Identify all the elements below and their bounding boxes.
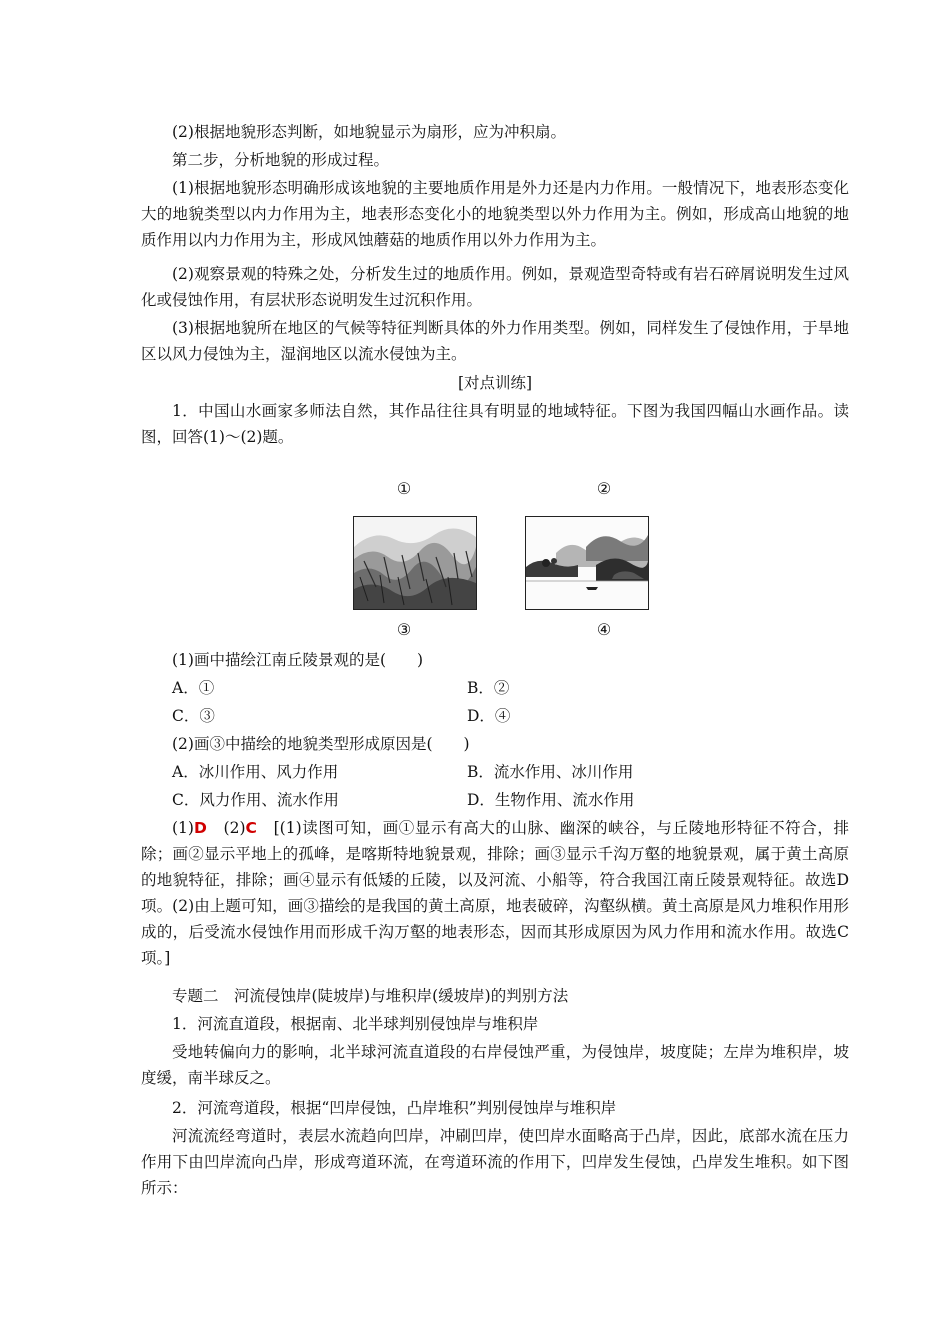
topic-2-heading-1: 1．河流直道段，根据南、北半球判别侵蚀岸与堆积岸 xyxy=(172,1015,539,1033)
topic-2-title: 专题二 河流侵蚀岸(陡坡岸)与堆积岸(缓坡岸)的判别方法 xyxy=(172,987,569,1005)
sub1-option-d[interactable]: D．④ xyxy=(467,707,511,725)
sub2-option-b[interactable]: B．流水作用、冰川作用 xyxy=(467,763,634,781)
answer-2-prefix: (2) xyxy=(223,819,246,837)
topic-2-paragraph-1: 受地转偏向力的影响，北半球河流直道段的右岸侵蚀严重，为侵蚀岸，坡度陡；左岸为堆积岸，坡度缓，南半球反之。 xyxy=(141,1043,849,1087)
answer-explanation: [(1)读图可知，画①显示有高大的山脉、幽深的峡谷，与丘陵地形特征不符合，排除；画②显示平地上的孤峰，是喀斯特地貌景观，排除；画③显示千沟万壑的地貌景观，属于黄土高原的地貌特征，排除；画④显示有低矮的丘陵，以及河流、小船等，符合我国江南丘陵景观特征。故选D项。(2)由上题可知，画③描绘的是我国的黄土高原，地表破碎，沟壑纵横。黄土高原是风力堆积作用形成的，后受流水侵蚀作用而形成千沟万壑的地表形态，因而其形成原因为风力作用和流水作用。故选C项。] xyxy=(141,819,849,967)
loess-gully-landscape-image xyxy=(354,517,476,609)
sub1-option-c[interactable]: C．③ xyxy=(172,707,215,725)
painting-label-3: ③ xyxy=(396,620,412,639)
paragraph-landscape-feature: (2)观察景观的特殊之处，分析发生过的地质作用。例如，景观造型奇特或有岩石碎屑说明发生过风化或侵蚀作用，有层状形态说明发生过沉积作用。 xyxy=(141,265,849,309)
answer-block xyxy=(141,815,849,971)
subquestion-1: (1)画中描绘江南丘陵景观的是( ) xyxy=(172,651,424,669)
answer-2: C xyxy=(245,819,257,837)
painting-loess-plateau xyxy=(353,516,477,610)
paragraph-alluvial-fan: (2)根据地貌形态判断，如地貌显示为扇形，应为冲积扇。 xyxy=(172,123,566,141)
sub1-option-b[interactable]: B．② xyxy=(467,679,510,697)
topic-2-heading-2: 2．河流弯道段，根据“凹岸侵蚀，凸岸堆积”判别侵蚀岸与堆积岸 xyxy=(172,1099,617,1117)
paragraph-step-two: 第二步，分析地貌的形成过程。 xyxy=(172,151,390,169)
answer-1-prefix: (1) xyxy=(172,819,194,837)
painting-jiangnan-hills xyxy=(525,516,649,610)
topic-2-paragraph-2: 河流流经弯道时，表层水流趋向凹岸，冲刷凹岸，使凹岸水面略高于凸岸，因此，底部水流在压力作用下由凹岸流向凸岸，形成弯道环流，在弯道环流的作用下，凹岸发生侵蚀，凸岸发生堆积。如下图所示： xyxy=(141,1127,849,1197)
sub2-option-d[interactable]: D．生物作用、流水作用 xyxy=(467,791,635,809)
painting-label-4: ④ xyxy=(596,620,612,639)
jiangnan-river-landscape-image xyxy=(526,517,648,609)
question-1-stem: 1．中国山水画家多师法自然，其作品往往具有明显的地域特征。下图为我国四幅山水画作品。读图，回答(1)～(2)题。 xyxy=(141,402,849,446)
sub2-option-a[interactable]: A．冰川作用、风力作用 xyxy=(172,763,339,781)
subquestion-2: (2)画③中描绘的地貌类型形成原因是( ) xyxy=(172,735,470,753)
sub1-option-a[interactable]: A．① xyxy=(172,679,215,697)
painting-label-1: ① xyxy=(396,479,412,498)
painting-label-2: ② xyxy=(596,479,612,498)
paragraph-force-type: (1)根据地貌形态明确形成该地貌的主要地质作用是外力还是内力作用。一般情况下，地表形态变化大的地貌类型以内力作用为主，地表形态变化小的地貌类型以外力作用为主。例如，形成高山地貌的地质作用以内力作用为主，形成风蚀蘑菇的地质作用以外力作用为主。 xyxy=(141,179,849,249)
paragraph-climate: (3)根据地貌所在地区的气候等特征判断具体的外力作用类型。例如，同样发生了侵蚀作用，于旱地区以风力侵蚀为主，湿润地区以流水侵蚀为主。 xyxy=(141,319,849,363)
answer-1: D xyxy=(193,819,207,837)
practice-heading: [对点训练] xyxy=(457,374,533,392)
sub2-option-c[interactable]: C．风力作用、流水作用 xyxy=(172,791,339,809)
